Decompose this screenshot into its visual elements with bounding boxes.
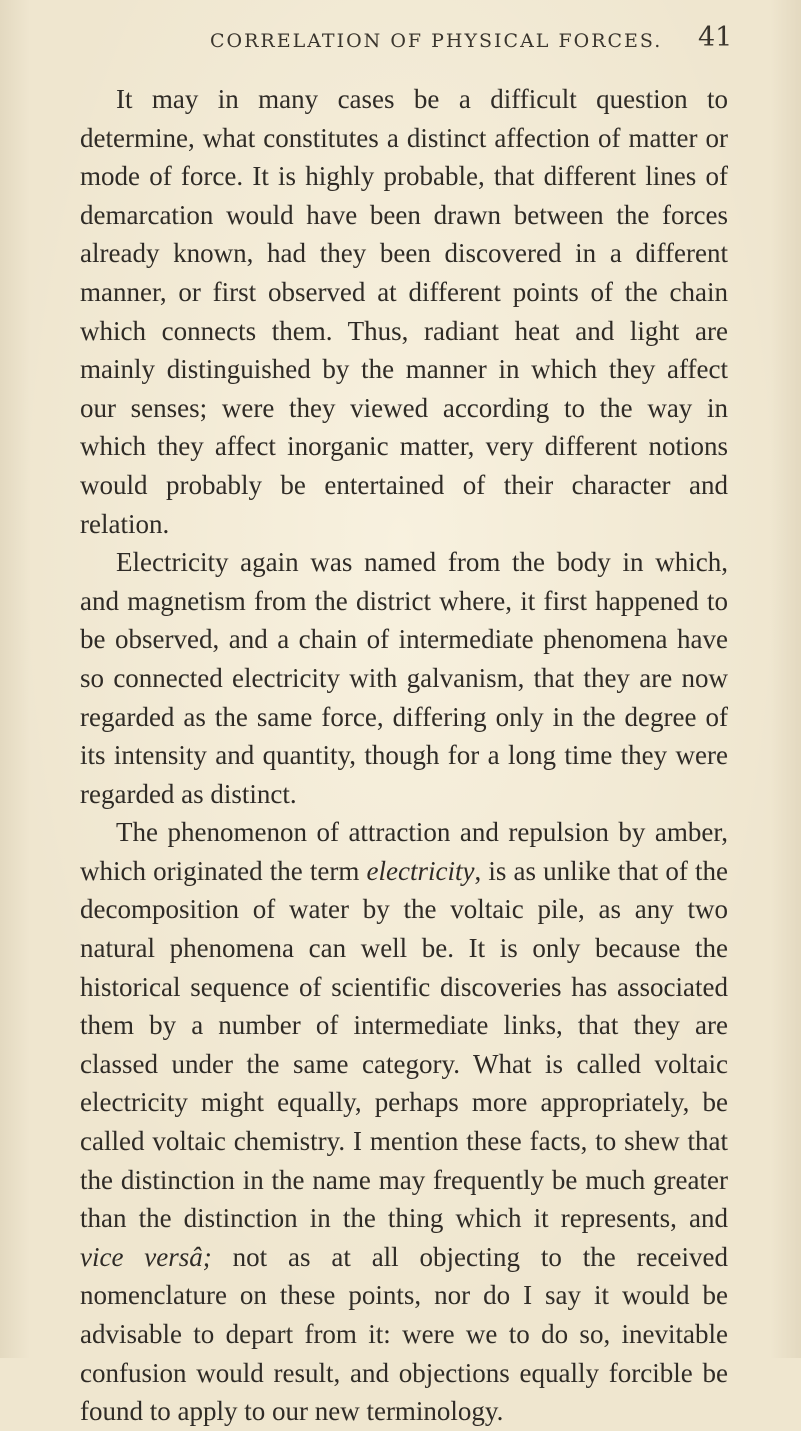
paragraph-3-part-2: , is as unlike that of the decomposition of water by the voltaic pile, as any two natural phenomena can well be. It is only because the historical sequence of scientific discoveries has associated them by a number of intermediate links, that they are classed under the same category. What is called voltaic electricity might equally, perhaps more appropriately, be called voltaic chemistry. I mention these facts, to shew that the distinction in the name may frequently be much greater than the distinction in the thing which it represents, and (80, 855, 729, 1234)
body-text (80, 80, 728, 1431)
paragraph-3-part-3: not as at all objecting to the received nomenclature on these points, nor do I say it would be advisable to depart from it: were we to do so, inevitable confusion would result, and objections equally forcible be found to apply to our new terminology. (80, 1241, 728, 1427)
paragraph-3 (80, 813, 728, 1431)
paragraph-2: Electricity again was named from the body in which, and magnetism from the district where, it first happened to be observed, and a chain of intermediate phenomena have so connected electricity with galvanism, that they are now regarded as the same force, differing only in the degree of its intensity and quantity, though for a long time they were regarded as distinct. (80, 547, 728, 809)
running-head (0, 8, 801, 53)
term-vice-versa: vice versâ; (80, 1241, 212, 1272)
term-electricity: electricity (366, 855, 475, 886)
running-title: CORRELATION OF PHYSICAL FORCES. (210, 30, 663, 52)
paragraph-3-part-1: The phenomenon of attraction and repulsion by amber, which originated the term (80, 817, 728, 886)
paragraph-1: It may in many cases be a difficult question to determine, what constitutes a distinct affection of matter or mode of force. It is highly probable, that different lines of demarcation would have been drawn between the forces already known, had they been discovered in a different manner, or first observed at different points of the chain which connects them. Thus, radiant heat and light are mainly distinguished by the manner in which they affect our senses; were they viewed according to the way in which they affect inorganic matter, very different notions would probably be entertained of their character and relation. (80, 84, 728, 539)
page-number: 41 (698, 22, 733, 53)
